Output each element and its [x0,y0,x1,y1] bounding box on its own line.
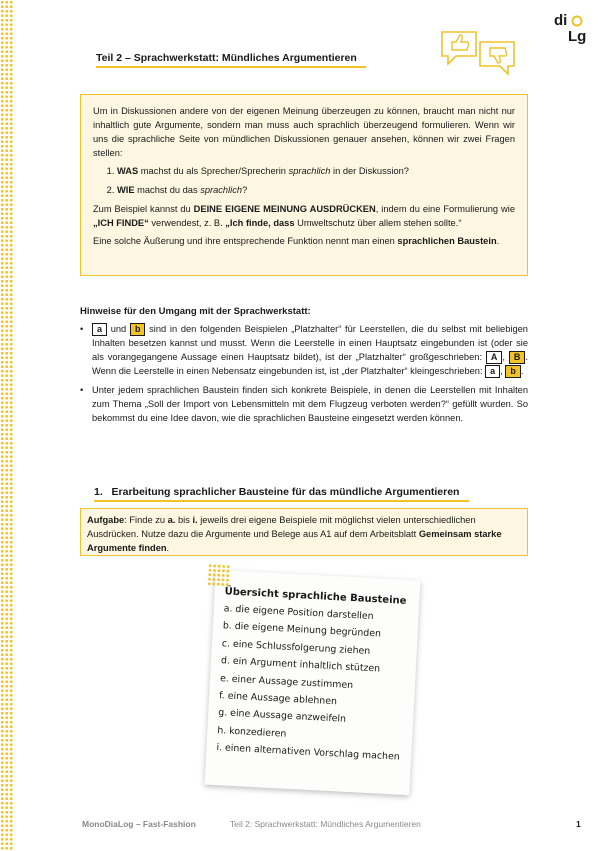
overview-card [205,570,421,795]
overview-item: c. eine Schlussfolgerung ziehen [221,637,371,657]
decorative-dot-border [0,0,14,851]
footer-left: MonoDiaLog – Fast-Fashion [82,819,196,829]
title-underline [96,66,366,68]
overview-note [205,570,421,795]
placeholder-b: b [130,323,146,336]
overview-item: g. eine Aussage anzweifeln [217,707,347,726]
hinweise-list [80,322,528,430]
page-number: 1 [576,819,581,829]
hinweise-heading: Hinweise für den Umgang mit der Sprachwerkstatt: [80,306,311,317]
hinweis-bullet-1: • a und b sind in den folgenden Beispielen „Platzhalter“ für Leerstellen, die du selbst mit beliebigen Inhalten besetzen kannst und musst. Wenn die Leerstelle in einen Hauptsatz eingebunden ist (oder sie als vorangegangene Aussage einen Hauptsatz bildet), ist der „Platzhalter“ großgeschrieben: A , B . Wenn die Leerstelle in einen Nebensatz eingebunden ist, ist „der Platzhalter“ kleingeschrieben: a , b . [80,322,528,378]
placeholder-a-lower: a [485,365,500,378]
question-2: 2. WIE machst du das sprachlich? [117,183,515,197]
overview-item: h. konzedieren [217,724,287,740]
overview-item: b. die eigene Meinung begründen [222,620,382,640]
overview-title: Übersicht sprachliche Bausteine [224,586,407,607]
footer-middle: Teil 2: Sprachwerkstatt: Mündliches Argumentieren [230,819,421,829]
overview-item: d. ein Argument inhaltlich stützen [220,655,381,675]
hinweis-bullet-2: • Unter jedem sprachlichen Baustein finden sich konkrete Beispiele, in denen die Leerstellen mit Inhalten zum Thema „Soll der Import von Lebensmitteln mit dem Flugzeug verboten werden?“ gefüllt wurden. So bekommst du eine Idee davon, wie die sprachlichen Bausteine eingesetzt werden können. [80,383,528,425]
dialog-logo [548,10,592,44]
placeholder-A: A [486,351,503,364]
placeholder-a: a [92,323,107,336]
thumbs-speech-bubbles-icon [438,28,518,84]
section-underline [94,500,469,502]
logo-text-bottom: Lg [568,28,587,44]
question-1: 1. WAS machst du als Sprecher/Sprecherin sprachlich in der Diskussion? [117,164,515,178]
placeholder-B: B [509,351,526,364]
intro-box [80,94,528,276]
note-dot-decoration [207,563,230,586]
overview-item: i. einen alternativen Vorschlag machen [216,742,400,763]
placeholder-b-lower: b [505,365,521,378]
overview-item: a. die eigene Position darstellen [223,603,374,623]
section-heading: 1. Erarbeitung sprachlicher Bausteine für das mündliche Argumentieren [94,486,460,498]
page-title: Teil 2 – Sprachwerkstatt: Mündliches Argumentieren [96,52,357,64]
task-box: Aufgabe: Finde zu a. bis i. jeweils drei eigene Beispiele mit möglichst vielen unterschiedlichen Ausdrücken. Nutze dazu die Argumente und Belege aus A1 auf dem Arbeitsblatt Gemeinsam starke Argumente finden. [80,508,528,556]
intro-paragraph-1: Um in Diskussionen andere von der eigenen Meinung überzeugen zu können, braucht man nicht nur inhaltlich gute Argumente, sondern man muss auch sprachlich überzeugend formulieren. Wenn wir uns die sprachliche Seite von mündlichen Diskussionen genauer ansehen, können wir zwei Fragen stellen: [93,106,515,158]
overview-item: e. einer Aussage zustimmen [219,672,354,691]
logo-text-top: di [554,12,568,29]
intro-paragraph-3: Eine solche Äußerung und ihre entsprechende Funktion nennt man einen sprachlichen Baustein. [93,236,500,246]
intro-questions [93,164,515,197]
intro-paragraph-2: Zum Beispiel kannst du DEINE EIGENE MEINUNG AUSDRÜCKEN, indem du eine Formulierung wie „ICH FINDE“ verwendest, z. B. „Ich finde, dass Umweltschutz über allem stehen sollte.“ [93,204,516,228]
overview-item: f. eine Aussage ablehnen [218,690,338,708]
